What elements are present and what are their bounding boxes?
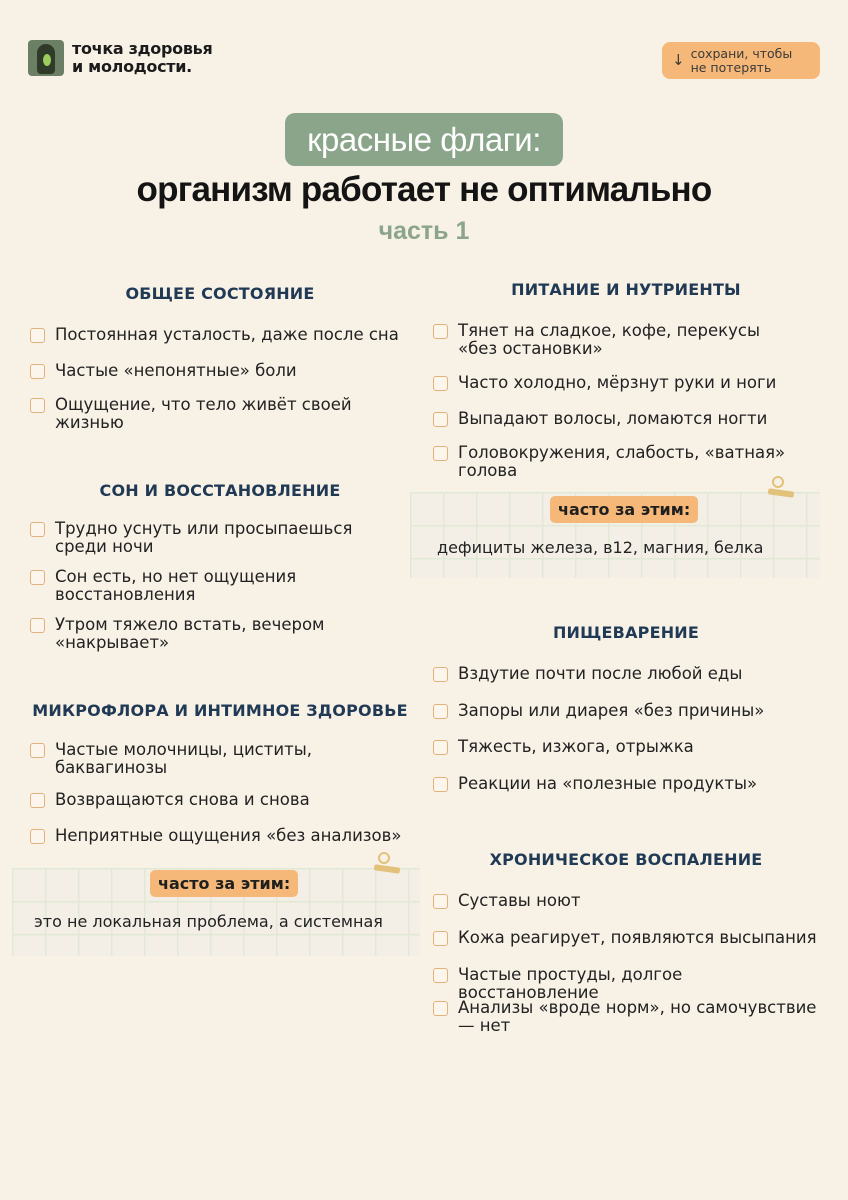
title-pill [285,113,563,166]
checkbox[interactable] [433,777,448,792]
checklist-item[interactable] [433,665,823,683]
checkbox[interactable] [433,740,448,755]
item-label: Запоры или диарея «без причины» [458,701,765,720]
note-text: это не локальная проблема, а системная [34,912,383,931]
checklist-item[interactable] [30,362,400,380]
checklist-item[interactable] [30,396,360,432]
checkbox[interactable] [30,618,45,633]
save-label-line-2: не потерять [690,59,772,75]
paperclip-icon [768,476,790,502]
item-label: Возвращаются снова и снова [55,790,310,809]
checkbox[interactable] [433,704,448,719]
checkbox[interactable] [433,667,448,682]
save-button[interactable] [662,42,820,79]
item-label: Тянет на сладкое, кофе, перекусы «без остановки» [458,321,760,358]
checklist-item[interactable] [433,966,828,1002]
item-label: Частые «непонятные» боли [55,361,297,380]
checklist-item[interactable] [433,322,773,358]
brand-logo [28,40,212,76]
note-microflora [12,868,420,956]
checklist-item[interactable] [30,741,340,777]
page-title: организм работает не оптимально [136,170,712,209]
checklist-item[interactable] [30,791,400,809]
checkbox[interactable] [30,743,45,758]
checkbox[interactable] [433,376,448,391]
checklist-item[interactable] [30,827,420,845]
note-tag: часто за этим: [550,496,698,523]
section-title-microflora: МИКРОФЛОРА И ИНТИМНОЕ ЗДОРОВЬЕ [32,701,408,720]
brand-name [72,40,212,76]
item-label: Выпадают волосы, ломаются ногти [458,409,768,428]
checklist-item[interactable] [433,374,823,392]
checklist-item[interactable] [433,444,793,480]
checklist-item[interactable] [433,929,828,947]
checkbox[interactable] [433,412,448,427]
checklist-item[interactable] [433,410,823,428]
checkbox[interactable] [30,570,45,585]
checkbox[interactable] [30,398,45,413]
checkbox[interactable] [30,522,45,537]
title-pill-text: красные флаги: [307,120,541,158]
checkbox[interactable] [433,446,448,461]
note-text: дефициты железа, в12, магния, белка [437,538,764,557]
note-tag: часто за этим: [150,870,298,897]
item-label: Часто холодно, мёрзнут руки и ноги [458,373,777,392]
checklist-item[interactable] [30,616,350,652]
paperclip-icon [374,852,396,878]
item-label: Утром тяжело встать, вечером «накрывает» [55,615,325,652]
item-label: Ощущение, что тело живёт своей жизнью [55,395,352,432]
checkbox[interactable] [30,328,45,343]
checklist-item[interactable] [30,520,360,556]
checklist-item[interactable] [433,702,823,720]
item-label: Частые молочницы, циститы, баквагинозы [55,740,312,777]
checkbox[interactable] [433,968,448,983]
item-label: Анализы «вроде норм», но самочувствие — нет [458,998,817,1035]
item-label: Кожа реагирует, появляются высыпания [458,928,817,947]
item-label: Сон есть, но нет ощущения восстановления [55,567,297,604]
item-label: Частые простуды, долгое восстановление [458,965,683,1002]
checkbox[interactable] [30,829,45,844]
checkbox[interactable] [433,931,448,946]
checklist-item[interactable] [433,738,823,756]
avatar [28,40,64,76]
checklist-item[interactable] [30,568,330,604]
checklist-item[interactable] [433,999,818,1035]
checkbox[interactable] [30,364,45,379]
note-nutrition [410,492,820,578]
checkbox[interactable] [433,1001,448,1016]
item-label: Реакции на «полезные продукты» [458,774,758,793]
checkbox[interactable] [433,894,448,909]
checklist-item[interactable] [30,326,400,344]
checklist-item[interactable] [433,892,823,910]
item-label: Суставы ноют [458,891,581,910]
item-label: Вздутие почти после любой еды [458,664,743,683]
section-title-sleep: СОН И ВОССТАНОВЛЕНИЕ [99,481,341,500]
save-label-line-1: сохрани, чтобы [690,45,793,61]
item-label: Головокружения, слабость, «ватная» голова [458,443,786,480]
item-label: Неприятные ощущения «без анализов» [55,826,402,845]
section-title-inflammation: ХРОНИЧЕСКОЕ ВОСПАЛЕНИЕ [489,850,763,869]
item-label: Тяжесть, изжога, отрыжка [458,737,694,756]
section-title-digestion: ПИЩЕВАРЕНИЕ [552,623,700,642]
brand-line-2: и молодости. [72,57,192,76]
page-subtitle: часть 1 [378,217,470,245]
section-title-nutrition: ПИТАНИЕ И НУТРИЕНТЫ [511,280,741,299]
section-title-general: ОБЩЕЕ СОСТОЯНИЕ [125,284,315,303]
checklist-item[interactable] [433,775,823,793]
brand-line-1: точка здоровья [72,39,213,58]
checkbox[interactable] [30,793,45,808]
item-label: Постоянная усталость, даже после сна [55,325,399,344]
checkbox[interactable] [433,324,448,339]
item-label: Трудно уснуть или просыпаешься среди ночи [55,519,353,556]
arrow-down-icon: ↓ [672,51,685,69]
